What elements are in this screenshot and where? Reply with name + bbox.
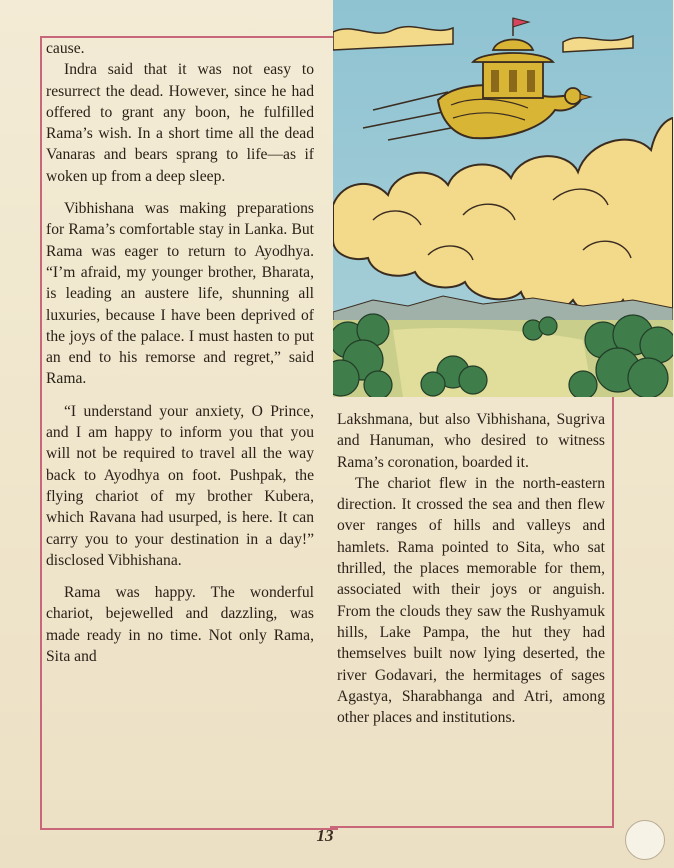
paragraph: “I understand your anxiety, O Prince, and I am happy to inform you that you will not be required to travel all the way back to Ayodhya on foot. Pushpak, the flying chariot of my brother Kubera, which Ravana had usurped, is here. It can carry you to your destination in a day!” disclosed Vibhishana. [46,402,314,569]
paragraph: Lakshmana, but also Vibhishana, Sugriva and Hanuman, who desired to witness Rama’s coronation, boarded it. [337,411,605,471]
paragraph: cause. [46,40,85,57]
pushpak-flying-chariot-icon [333,0,673,397]
page-number: 13 [316,826,334,845]
paragraph: Rama was happy. The wonderful chariot, bejewelled and dazzling, was made ready in no time. Not only Rama, Sita and [46,584,314,666]
paragraph: The chariot flew in the north-eastern direction. It crossed the sea and then flew over ranges of hills and valleys and hamlets. Rama pointed to Sita, who sat thrilled, the places memorable for them, associated with their joys or anguish. From the clouds they saw the Rushyamuk hills, Lake Pampa, the hut they had themselves built now lying deserted, the river Godavari, the hermitages of sages Agastya, Sharabhanga and Atri, among other places and institutions. [337,474,605,727]
library-stamp-icon [625,820,665,860]
paragraph: Indra said that it was not easy to resurrect the dead. However, since he had offered to grant any boon, he fulfilled Rama’s wish. In a short time all the dead Vanaras and bears sprang to life—as if woken up from a deep sleep. [46,61,314,185]
paragraph: Vibhishana was making preparations for Rama’s comfortable stay in Lanka. But Rama was eager to return to Ayodhya. “I’m afraid, my younger brother, Bharata, is leading an austere life, shunning all luxuries, because I have been deprived of the joys of the palace. I must hasten to put an end to his remorse and regret,” said Rama. [46,200,314,388]
flying-chariot-illustration [333,0,673,397]
right-text-column [337,409,605,728]
left-text-column [46,38,314,667]
